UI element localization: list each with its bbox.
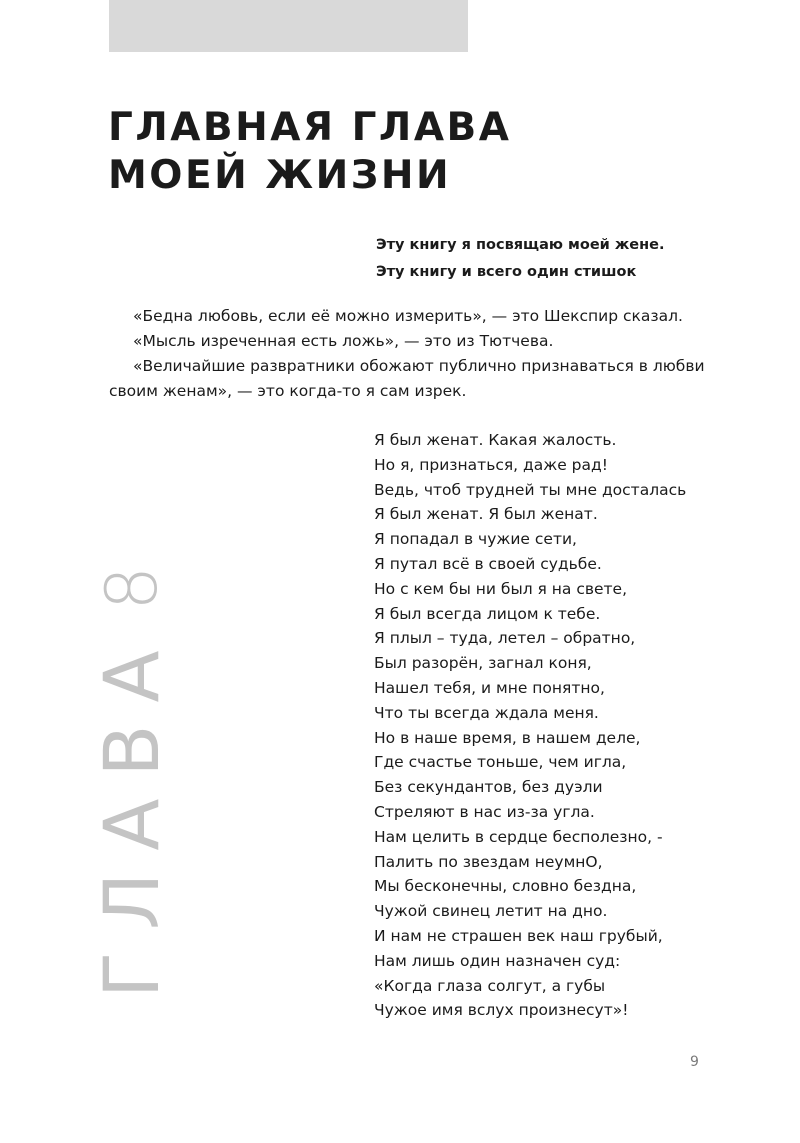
title-line: МОЕЙ ЖИЗНИ (108, 153, 452, 198)
epigraph (109, 304, 709, 404)
poem-line: Где счастье тоньше, чем игла, (374, 753, 627, 772)
poem-line: Чужое имя вслух произнесут»! (374, 1001, 629, 1020)
dedication (376, 232, 665, 286)
chapter-number: 8 (91, 565, 173, 611)
poem-line: Я попадал в чужие сети, (374, 530, 577, 549)
poem-line: Я путал всё в своей судьбе. (374, 554, 602, 573)
poem-line: Нашел тебя, и мне понятно, (374, 678, 605, 697)
poem-line: Я был женат. Какая жалость. (374, 431, 617, 449)
poem-line: Был разорён, загнал коня, (374, 654, 592, 673)
poem-line: Но с кем бы ни был я на свете, (374, 579, 628, 598)
chapter-word: ГЛАВА (87, 628, 176, 999)
poem-line: Ведь, чтоб трудней ты мне досталась (374, 480, 687, 499)
page-title (108, 104, 511, 200)
header-decor-bar (109, 0, 468, 52)
poem-line: «Когда глаза солгут, а губы (374, 976, 606, 995)
dedication-line: Эту книгу и всего один стишок (376, 264, 637, 280)
poem-line: Чужой свинец летит на дно. (374, 902, 608, 921)
epigraph-paragraph: «Бедна любовь, если её можно измерить», — это Шекспир сказал. (133, 307, 683, 325)
dedication-line: Эту книгу я посвящаю моей жене. (376, 237, 665, 253)
page-number: 9 (690, 1054, 699, 1070)
title-line: ГЛАВНАЯ ГЛАВА (108, 105, 512, 150)
poem-line: Нам лишь один назначен суд: (374, 951, 621, 970)
poem-line: Я был всегда лицом к тебе. (374, 604, 601, 623)
poem-line: Но я, признаться, даже рад! (374, 455, 608, 474)
poem-line: Палить по звездам неумнО, (374, 852, 603, 871)
poem-line: Стреляют в нас из-за угла. (374, 802, 595, 821)
poem-line: Я был женат. Я был женат. (374, 505, 598, 524)
poem-line: Но в наше время, в нашем деле, (374, 728, 641, 747)
poem-line: Я плыл – туда, летел – обратно, (374, 629, 636, 648)
epigraph-paragraph: «Мысль изреченная есть ложь», — это из Тютчева. (133, 332, 554, 350)
poem-line: Нам целить в сердце бесполезно, - (374, 827, 663, 846)
poem-line: Без секундантов, без дуэли (374, 778, 603, 797)
poem-line: Мы бесконечны, словно бездна, (374, 877, 637, 896)
poem (374, 428, 686, 1023)
poem-line: Что ты всегда ждала меня. (374, 703, 599, 722)
epigraph-paragraph: «Величайшие развратники обожают публично признаваться в любви своим женам», — это когда-то я сам изрек. (109, 357, 705, 400)
poem-line: И нам не страшен век наш грубый, (374, 926, 663, 945)
